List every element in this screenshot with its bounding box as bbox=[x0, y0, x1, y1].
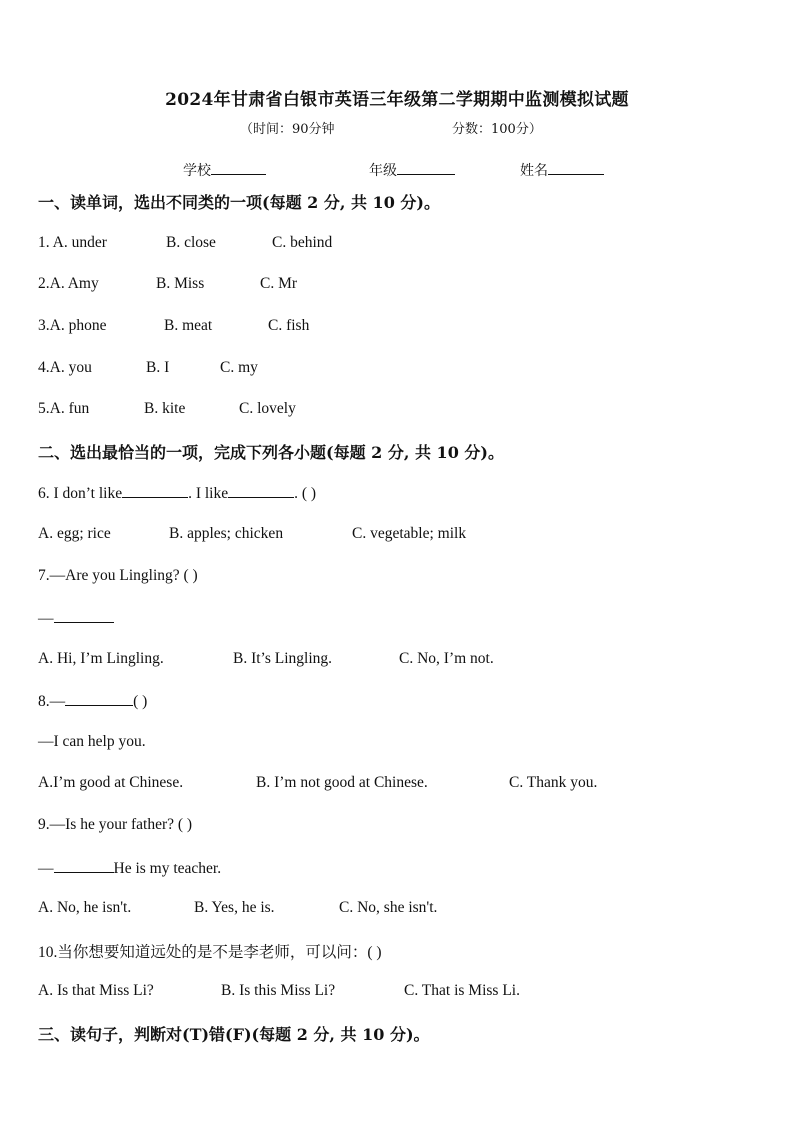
section-2-heading: 二、选出最恰当的一项，完成下列各小题(每题 2 分, 共 10 分)。 bbox=[38, 443, 504, 462]
question-7-options bbox=[38, 650, 494, 668]
q10-option-c: C. That is Miss Li. bbox=[404, 982, 520, 999]
q1-option-c: C. behind bbox=[272, 234, 333, 251]
q5-option-b: B. kite bbox=[144, 400, 186, 417]
q3-option-c: C. fish bbox=[268, 317, 310, 334]
q8-option-c: C. Thank you. bbox=[509, 774, 598, 791]
q5-option-a: 5.A. fun bbox=[38, 400, 90, 417]
q9-reply-text: He is my teacher. bbox=[113, 860, 222, 877]
question-7-reply bbox=[38, 608, 114, 628]
q6-option-b: B. apples; chicken bbox=[169, 525, 284, 542]
section-1-heading: 一、读单词，选出不同类的一项(每题 2 分, 共 10 分)。 bbox=[38, 193, 440, 212]
question-9: 9.—Is he your father? ( ) bbox=[38, 816, 193, 833]
q7-option-b: B. It’s Lingling. bbox=[233, 650, 333, 667]
q7-option-a: A. Hi, I’m Lingling. bbox=[38, 650, 164, 667]
q8-option-a: A.I’m good at Chinese. bbox=[38, 774, 184, 791]
q6-option-c: C. vegetable; milk bbox=[352, 525, 467, 542]
question-3 bbox=[38, 317, 309, 335]
q2-option-b: B. Miss bbox=[156, 275, 205, 292]
school-label: 学校 bbox=[183, 163, 211, 179]
q10-option-b: B. Is this Miss Li? bbox=[221, 982, 336, 999]
q3-option-a: 3.A. phone bbox=[38, 317, 107, 334]
q9-option-c: C. No, she isn't. bbox=[339, 899, 438, 916]
school-field bbox=[183, 160, 266, 180]
question-1 bbox=[38, 234, 332, 252]
exam-score: 分数：100分） bbox=[452, 122, 542, 137]
page-title: 2024年甘肃省白银市英语三年级第二学期期中监测模拟试题 bbox=[165, 90, 629, 110]
q6-answer-paren: . ( ) bbox=[294, 485, 317, 502]
q6-blank-2[interactable] bbox=[228, 483, 294, 498]
question-5 bbox=[38, 400, 296, 418]
question-7: 7.—Are you Lingling? ( ) bbox=[38, 567, 198, 584]
school-blank[interactable] bbox=[211, 160, 266, 175]
q9-option-a: A. No, he isn't. bbox=[38, 899, 132, 916]
question-4 bbox=[38, 359, 258, 377]
q9-blank[interactable] bbox=[54, 858, 114, 873]
grade-label: 年级 bbox=[369, 163, 397, 179]
question-8-reply: —I can help you. bbox=[38, 733, 146, 750]
q9-dash: — bbox=[38, 860, 54, 877]
name-field bbox=[520, 160, 604, 180]
q1-option-b: B. close bbox=[166, 234, 216, 251]
q8-dash: 8.— bbox=[38, 693, 66, 710]
q6-text-start: 6. I don’t like bbox=[38, 485, 123, 502]
q4-option-c: C. my bbox=[220, 359, 258, 376]
q3-option-b: B. meat bbox=[164, 317, 213, 334]
grade-blank[interactable] bbox=[397, 160, 455, 175]
q9-option-b: B. Yes, he is. bbox=[194, 899, 275, 916]
question-8-options bbox=[38, 774, 597, 792]
q8-blank[interactable] bbox=[65, 691, 133, 706]
section-3-heading: 三、读句子，判断对(T)错(F)(每题 2 分, 共 10 分)。 bbox=[38, 1025, 430, 1044]
q7-dash: — bbox=[38, 610, 54, 627]
exam-time: （时间：90分钟 bbox=[240, 122, 335, 137]
name-label: 姓名 bbox=[520, 163, 548, 179]
question-6 bbox=[38, 483, 316, 503]
q10-option-a: A. Is that Miss Li? bbox=[38, 982, 154, 999]
q4-option-a: 4.A. you bbox=[38, 359, 92, 376]
q2-option-a: 2.A. Amy bbox=[38, 275, 99, 292]
q2-option-c: C. Mr bbox=[260, 275, 298, 292]
question-9-reply bbox=[38, 858, 221, 878]
q1-option-a: 1. A. under bbox=[38, 234, 107, 251]
question-10: 10.当你想要知道远处的是不是李老师，可以问：( ) bbox=[38, 944, 382, 961]
question-8 bbox=[38, 691, 147, 711]
question-2 bbox=[38, 275, 297, 293]
q7-option-c: C. No, I’m not. bbox=[399, 650, 494, 667]
q8-option-b: B. I’m not good at Chinese. bbox=[256, 774, 428, 791]
q6-text-middle: . I like bbox=[188, 485, 229, 502]
q6-blank-1[interactable] bbox=[122, 483, 188, 498]
question-6-options bbox=[38, 525, 466, 543]
question-10-options bbox=[38, 982, 520, 1000]
q6-option-a: A. egg; rice bbox=[38, 525, 111, 542]
name-blank[interactable] bbox=[548, 160, 604, 175]
q8-answer-paren: ( ) bbox=[133, 693, 148, 710]
question-9-options bbox=[38, 899, 437, 917]
q7-blank[interactable] bbox=[54, 608, 114, 623]
q5-option-c: C. lovely bbox=[239, 400, 296, 417]
grade-field bbox=[369, 160, 455, 180]
q4-option-b: B. I bbox=[146, 359, 170, 376]
